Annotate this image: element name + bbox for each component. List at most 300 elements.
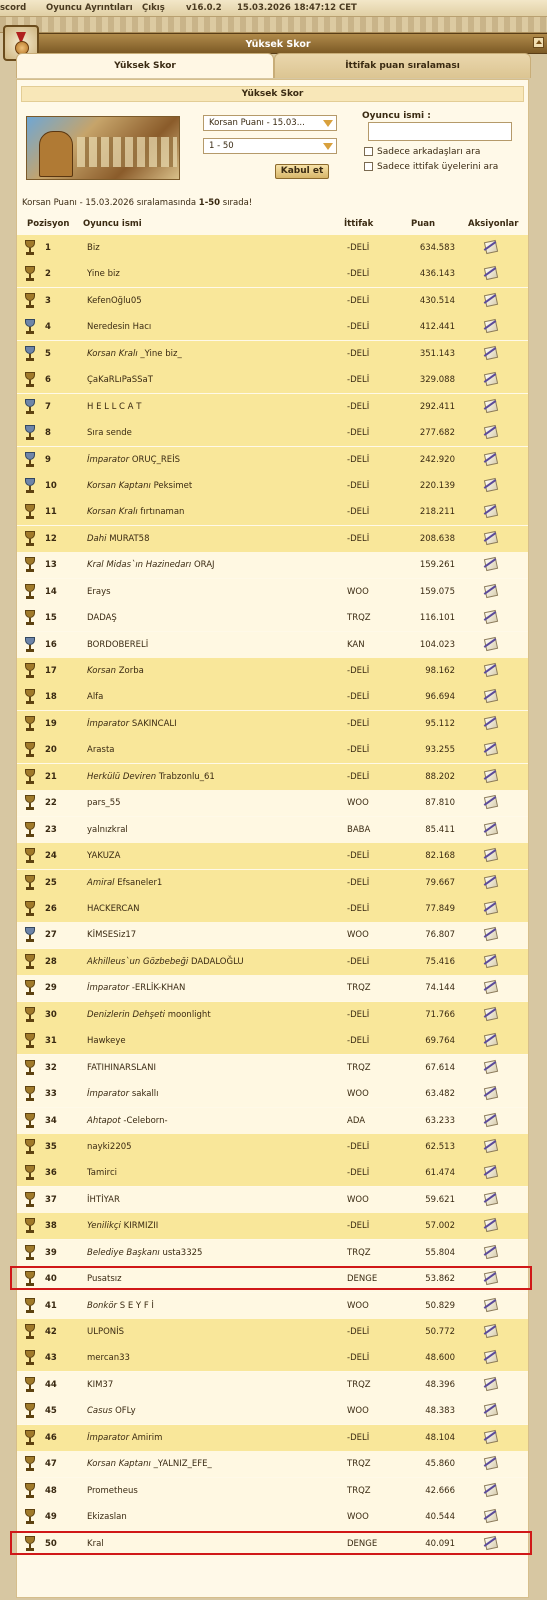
rank-position: 27 — [45, 930, 57, 941]
player-title: Kral Midas`ın Hazinedarı — [87, 560, 192, 571]
player-name[interactable] — [87, 1221, 158, 1231]
alliance-tag[interactable]: -DELİ — [347, 1141, 370, 1152]
trophy-icon — [24, 1139, 36, 1155]
table-row — [17, 1266, 528, 1292]
player-name[interactable] — [87, 825, 128, 835]
rank-position: 43 — [45, 1353, 57, 1364]
table-row — [17, 605, 528, 631]
player-title: Belediye Başkanı — [87, 1247, 160, 1258]
player-name[interactable] — [87, 349, 182, 359]
table-row — [17, 1319, 528, 1345]
table-row — [17, 1187, 528, 1213]
rank-position: 32 — [45, 1062, 57, 1073]
table-row — [17, 1213, 528, 1239]
player-name[interactable] — [87, 455, 180, 465]
player-name[interactable] — [87, 983, 185, 993]
player-name[interactable] — [87, 428, 132, 438]
send-message-icon[interactable] — [482, 1138, 500, 1154]
rank-position: 36 — [45, 1168, 57, 1179]
player-name[interactable] — [87, 481, 192, 491]
points-value: 67.614 — [425, 1062, 455, 1073]
send-message-icon[interactable] — [482, 1059, 500, 1075]
points-value: 116.101 — [419, 613, 455, 624]
rank-position: 9 — [45, 454, 51, 465]
col-position: Pozisyon — [27, 219, 70, 229]
rank-position: 12 — [45, 533, 57, 544]
player-name[interactable] — [87, 375, 153, 385]
player-name[interactable] — [87, 692, 103, 702]
trophy-icon — [24, 610, 36, 626]
points-value: 61.474 — [425, 1168, 455, 1179]
submit-button[interactable]: Kabul et — [275, 164, 329, 179]
discord-link[interactable]: scord — [0, 3, 27, 13]
send-message-icon[interactable] — [482, 715, 500, 731]
alliance-only-label: Sadece ittifak üyelerini ara — [377, 162, 499, 172]
table-row — [17, 526, 528, 552]
points-value: 55.804 — [425, 1247, 455, 1258]
player-name[interactable] — [87, 1010, 211, 1020]
send-message-icon[interactable] — [482, 583, 500, 599]
player-name[interactable] — [87, 957, 244, 967]
alliance-tag[interactable]: -DELİ — [347, 1168, 370, 1179]
player-title: Yenilikçi — [87, 1221, 121, 1232]
points-value: 48.104 — [425, 1432, 455, 1443]
alliance-tag[interactable]: -DELİ — [347, 877, 370, 888]
send-message-icon[interactable] — [482, 1112, 500, 1128]
table-row — [17, 1160, 528, 1186]
points-value: 53.862 — [425, 1274, 455, 1285]
alliance-tag[interactable]: -DELİ — [347, 295, 370, 306]
player-name[interactable] — [87, 640, 148, 650]
alliance-tag[interactable]: -DELİ — [347, 243, 370, 253]
send-message-icon[interactable] — [482, 821, 500, 837]
alliance-tag[interactable]: -DELİ — [347, 348, 370, 359]
alliance-tag[interactable]: -DELİ — [347, 401, 370, 412]
points-value: 87.810 — [425, 798, 455, 809]
trophy-icon — [24, 372, 36, 388]
player-name[interactable] — [87, 798, 121, 808]
send-message-icon[interactable] — [482, 1402, 500, 1418]
send-message-icon[interactable] — [482, 477, 500, 493]
player-name[interactable] — [87, 1142, 132, 1152]
table-row — [17, 922, 528, 948]
player-title: Bonkör — [87, 1300, 118, 1311]
player-name-text: KefenOğlu05 — [87, 295, 142, 306]
player-name-text: MURAT58 — [109, 533, 150, 544]
send-message-icon[interactable] — [482, 874, 500, 890]
player-name-text: KİMSESiz17 — [87, 930, 137, 941]
alliance-tag[interactable]: -DELİ — [347, 851, 370, 862]
rank-position: 3 — [45, 295, 51, 306]
table-row — [17, 1451, 528, 1477]
player-name-text: _Yine biz_ — [140, 348, 182, 359]
player-title: İmparator — [87, 1432, 130, 1443]
friends-only-checkbox[interactable] — [364, 147, 373, 156]
send-message-icon[interactable] — [482, 1376, 500, 1392]
player-name[interactable] — [87, 930, 136, 940]
table-row — [17, 870, 528, 896]
player-name-text: Efsaneler1 — [117, 877, 163, 888]
alliance-tag[interactable]: BABA — [347, 824, 371, 835]
points-value: 50.829 — [425, 1300, 455, 1311]
alliance-tag[interactable]: -DELİ — [347, 1036, 370, 1047]
trophy-icon — [24, 980, 36, 996]
alliance-tag[interactable]: TRQZ — [347, 983, 371, 994]
rank-position: 41 — [45, 1300, 57, 1311]
player-name[interactable] — [87, 1486, 138, 1496]
send-message-icon[interactable] — [482, 239, 500, 255]
alliance-tag[interactable]: TRQZ — [347, 1379, 371, 1390]
points-value: 59.621 — [425, 1194, 455, 1205]
player-name[interactable] — [87, 851, 120, 861]
section-heading: Yüksek Skor — [21, 86, 524, 102]
player-name[interactable] — [87, 904, 140, 914]
send-message-icon[interactable] — [482, 1085, 500, 1101]
send-message-icon[interactable] — [482, 926, 500, 942]
alliance-tag[interactable]: -DELİ — [347, 666, 370, 677]
alliance-tag[interactable]: DENGE — [347, 1538, 378, 1549]
alliance-tag[interactable]: -DELİ — [347, 1353, 370, 1364]
alliance-tag[interactable]: WOO — [347, 1300, 369, 1311]
player-name[interactable] — [87, 1512, 127, 1522]
send-message-icon[interactable] — [482, 345, 500, 361]
rank-position: 50 — [45, 1538, 57, 1549]
player-name-text: Peksimet — [153, 480, 193, 491]
points-value: 292.411 — [419, 401, 455, 412]
player-name-text: Hawkeye — [87, 1036, 126, 1047]
table-row — [17, 843, 528, 869]
send-message-icon[interactable] — [482, 1455, 500, 1471]
send-message-icon[interactable] — [482, 953, 500, 969]
rank-position: 48 — [45, 1485, 57, 1496]
minimize-icon[interactable] — [533, 37, 544, 48]
rank-position: 5 — [45, 348, 51, 359]
tab-alliance-ranking[interactable]: İttifak puan sıralaması — [274, 53, 531, 78]
table-row — [17, 817, 528, 843]
player-name[interactable] — [87, 666, 144, 676]
rank-position: 34 — [45, 1115, 57, 1126]
alliance-tag[interactable]: -DELİ — [347, 692, 370, 703]
player-name-text: Erays — [87, 586, 111, 597]
logout-link[interactable]: Çıkış — [142, 3, 165, 13]
player-title: Denizlerin Dehşeti — [87, 1009, 166, 1020]
table-row — [17, 367, 528, 393]
rank-position: 18 — [45, 692, 57, 703]
player-name-text: DADAŞ — [87, 613, 117, 624]
rank-position: 10 — [45, 480, 57, 491]
send-message-icon[interactable] — [482, 265, 500, 281]
player-name-text: pars_55 — [87, 798, 121, 809]
alliance-tag[interactable]: TRQZ — [347, 1247, 371, 1258]
player-name-label: Oyuncu ismi : — [362, 111, 431, 121]
player-name[interactable] — [87, 1459, 212, 1469]
player-name[interactable] — [87, 878, 162, 888]
trophy-icon — [24, 1430, 36, 1446]
rank-position: 35 — [45, 1141, 57, 1152]
player-name[interactable] — [87, 1168, 117, 1178]
send-message-icon[interactable] — [482, 741, 500, 757]
trophy-icon — [24, 293, 36, 309]
alliance-tag[interactable]: WOO — [347, 1512, 369, 1523]
send-message-icon[interactable] — [482, 292, 500, 308]
rank-position: 11 — [45, 507, 57, 518]
player-name-text: Zorba — [118, 666, 144, 677]
alliance-tag[interactable]: TRQZ — [347, 613, 371, 624]
send-message-icon[interactable] — [482, 900, 500, 916]
send-message-icon[interactable] — [482, 424, 500, 440]
alliance-tag[interactable]: -DELİ — [347, 480, 370, 491]
trophy-icon — [24, 1086, 36, 1102]
player-name[interactable] — [87, 1116, 168, 1126]
player-name[interactable] — [87, 1301, 154, 1311]
alliance-tag[interactable]: -DELİ — [347, 745, 370, 756]
table-row — [17, 579, 528, 605]
player-name[interactable] — [87, 1327, 124, 1337]
table-row — [17, 314, 528, 340]
send-message-icon[interactable] — [482, 1323, 500, 1339]
rank-position: 2 — [45, 269, 51, 280]
send-message-icon[interactable] — [482, 847, 500, 863]
alliance-tag[interactable]: -DELİ — [347, 533, 370, 544]
player-name[interactable] — [87, 719, 177, 729]
trophy-icon — [24, 1298, 36, 1314]
alliance-tag[interactable]: WOO — [347, 930, 369, 941]
alliance-tag[interactable]: -DELİ — [347, 904, 370, 914]
points-value: 329.088 — [419, 375, 455, 386]
trophy-icon — [24, 1245, 36, 1261]
alliance-tag[interactable]: -DELİ — [347, 718, 370, 729]
alliance-tag[interactable]: ADA — [347, 1115, 366, 1126]
points-value: 208.638 — [419, 533, 455, 544]
alliance-tag[interactable]: -DELİ — [347, 1327, 370, 1338]
player-name[interactable] — [87, 1195, 120, 1205]
rank-position: 33 — [45, 1089, 57, 1100]
trophy-icon — [24, 1324, 36, 1340]
send-message-icon[interactable] — [482, 1535, 500, 1551]
alliance-tag[interactable]: WOO — [347, 1406, 369, 1417]
send-message-icon[interactable] — [482, 1191, 500, 1207]
player-title: Korsan Kaptanı — [87, 1459, 151, 1470]
send-message-icon[interactable] — [482, 503, 500, 519]
alliance-tag[interactable]: -DELİ — [347, 1432, 370, 1443]
trophy-icon — [24, 1192, 36, 1208]
player-name[interactable] — [87, 1380, 113, 1390]
range-select[interactable] — [203, 138, 337, 154]
player-name[interactable] — [87, 1274, 122, 1284]
range-value: 1 - 50 — [209, 141, 234, 151]
table-row — [17, 288, 528, 314]
rank-position: 6 — [45, 375, 51, 386]
send-message-icon[interactable] — [482, 636, 500, 652]
col-points: Puan — [411, 219, 436, 229]
player-name[interactable] — [87, 1036, 126, 1046]
points-value: 45.860 — [425, 1459, 455, 1470]
alliance-tag[interactable]: -DELİ — [347, 771, 370, 782]
points-value: 48.396 — [425, 1379, 455, 1390]
trophy-icon — [24, 1165, 36, 1181]
alliance-tag[interactable]: -DELİ — [347, 507, 370, 518]
alliance-tag[interactable]: DENGE — [347, 1274, 378, 1285]
table-row — [17, 1478, 528, 1504]
alliance-tag[interactable]: TRQZ — [347, 1459, 371, 1470]
player-name[interactable] — [87, 1063, 156, 1073]
player-name-text: SAKINCALI — [131, 718, 177, 729]
player-name-input[interactable] — [368, 122, 512, 141]
rank-position: 26 — [45, 904, 57, 914]
send-message-icon[interactable] — [482, 1270, 500, 1286]
ranking-type-select[interactable] — [203, 115, 337, 131]
trophy-icon — [24, 927, 36, 943]
player-name-text: Pusatsız — [87, 1274, 122, 1285]
send-message-icon[interactable] — [482, 1349, 500, 1365]
send-message-icon[interactable] — [482, 609, 500, 625]
trophy-icon — [24, 822, 36, 838]
alliance-tag[interactable]: -DELİ — [347, 428, 370, 439]
col-actions: Aksiyonlar — [468, 219, 519, 229]
player-title: Korsan Kralı — [87, 507, 138, 518]
player-name[interactable] — [87, 402, 141, 412]
alliance-tag[interactable]: WOO — [347, 1194, 369, 1205]
trophy-icon — [24, 1536, 36, 1552]
points-value: 75.416 — [425, 956, 455, 967]
trophy-icon — [24, 795, 36, 811]
alliance-tag[interactable]: -DELİ — [347, 454, 370, 465]
tab-strip — [16, 53, 529, 80]
send-message-icon[interactable] — [482, 371, 500, 387]
server-datetime: 15.03.2026 18:47:12 CET — [237, 3, 357, 13]
send-message-icon[interactable] — [482, 530, 500, 546]
send-message-icon[interactable] — [482, 1429, 500, 1445]
player-name[interactable] — [87, 296, 142, 306]
send-message-icon[interactable] — [482, 1508, 500, 1524]
points-value: 218.211 — [419, 507, 455, 518]
trophy-icon — [24, 954, 36, 970]
player-name[interactable] — [87, 243, 100, 253]
alliance-tag[interactable]: -DELİ — [347, 1221, 370, 1232]
pirate-banner-image — [26, 116, 180, 180]
version-label: v16.0.2 — [186, 3, 222, 13]
points-value: 62.513 — [425, 1141, 455, 1152]
tab-highscore[interactable]: Yüksek Skor — [16, 53, 274, 78]
alliance-tag[interactable]: KAN — [347, 639, 365, 650]
player-name[interactable] — [87, 560, 215, 570]
highscore-panel — [16, 79, 529, 1598]
player-name[interactable] — [87, 322, 151, 332]
alliance-tag[interactable]: -DELİ — [347, 375, 370, 386]
alliance-tag[interactable]: TRQZ — [347, 1062, 371, 1073]
send-message-icon[interactable] — [482, 768, 500, 784]
col-player: Oyuncu ismi — [83, 219, 142, 229]
player-name[interactable] — [87, 507, 184, 517]
player-name-text: -Celeborn- — [123, 1115, 168, 1126]
points-value: 93.255 — [425, 745, 455, 756]
table-row — [17, 684, 528, 710]
points-value: 74.144 — [425, 983, 455, 994]
points-value: 412.441 — [419, 322, 455, 333]
send-message-icon[interactable] — [482, 1164, 500, 1180]
points-value: 69.764 — [425, 1036, 455, 1047]
player-name[interactable] — [87, 1539, 104, 1549]
send-message-icon[interactable] — [482, 1244, 500, 1260]
window-titlebar — [8, 33, 547, 54]
player-name[interactable] — [87, 1353, 130, 1363]
send-message-icon[interactable] — [482, 979, 500, 995]
send-message-icon[interactable] — [482, 318, 500, 334]
table-row — [17, 1240, 528, 1266]
dropdown-arrow-icon — [323, 143, 333, 150]
rank-position: 46 — [45, 1432, 57, 1443]
trophy-icon — [24, 663, 36, 679]
player-name[interactable] — [87, 587, 111, 597]
player-name[interactable] — [87, 745, 115, 755]
points-value: 242.920 — [419, 454, 455, 465]
player-name[interactable] — [87, 534, 150, 544]
trophy-icon — [24, 848, 36, 864]
send-message-icon[interactable] — [482, 1297, 500, 1313]
player-name-text: ORAJ — [193, 560, 215, 571]
trophy-icon — [24, 1403, 36, 1419]
alliance-tag[interactable]: TRQZ — [347, 1485, 371, 1496]
player-title: Korsan Kralı — [87, 348, 138, 359]
player-name-text: moonlight — [167, 1009, 211, 1020]
rank-position: 30 — [45, 1009, 57, 1020]
table-row — [17, 1002, 528, 1028]
trophy-icon — [24, 478, 36, 494]
player-name[interactable] — [87, 1089, 159, 1099]
send-message-icon[interactable] — [482, 556, 500, 572]
player-name[interactable] — [87, 613, 117, 623]
send-message-icon[interactable] — [482, 398, 500, 414]
trophy-icon — [24, 425, 36, 441]
send-message-icon[interactable] — [482, 1217, 500, 1233]
send-message-icon[interactable] — [482, 1482, 500, 1498]
rank-position: 44 — [45, 1379, 57, 1390]
alliance-tag[interactable]: -DELİ — [347, 269, 370, 280]
player-details-link[interactable]: Oyuncu Ayrıntıları — [46, 3, 133, 13]
alliance-tag[interactable]: WOO — [347, 798, 369, 809]
player-name-text: HACKERCAN — [87, 904, 140, 914]
alliance-tag[interactable]: WOO — [347, 1089, 369, 1100]
alliance-tag[interactable]: WOO — [347, 586, 369, 597]
player-name-text: Neredesin Hacı — [87, 322, 152, 333]
trophy-icon — [24, 319, 36, 335]
player-name-text: Arasta — [87, 745, 115, 756]
alliance-tag[interactable]: -DELİ — [347, 956, 370, 967]
player-name[interactable] — [87, 772, 215, 782]
alliance-tag[interactable]: -DELİ — [347, 1009, 370, 1020]
rank-position: 24 — [45, 851, 57, 862]
send-message-icon[interactable] — [482, 662, 500, 678]
player-name-text: BORDOBERELİ — [87, 639, 149, 650]
send-message-icon[interactable] — [482, 1032, 500, 1048]
player-name[interactable] — [87, 1248, 202, 1258]
alliance-tag[interactable]: -DELİ — [347, 322, 370, 333]
player-name[interactable] — [87, 269, 120, 279]
player-name[interactable] — [87, 1406, 136, 1416]
send-message-icon[interactable] — [482, 1006, 500, 1022]
player-name[interactable] — [87, 1433, 162, 1443]
player-name-text: _YALNIZ_EFE_ — [153, 1459, 212, 1470]
player-name-text: KIM37 — [87, 1379, 114, 1390]
send-message-icon[interactable] — [482, 794, 500, 810]
trophy-icon — [24, 266, 36, 282]
send-message-icon[interactable] — [482, 451, 500, 467]
send-message-icon[interactable] — [482, 688, 500, 704]
player-title: Casus — [87, 1406, 113, 1417]
table-row — [17, 1425, 528, 1451]
alliance-only-checkbox[interactable] — [364, 162, 373, 171]
trophy-icon — [24, 240, 36, 256]
